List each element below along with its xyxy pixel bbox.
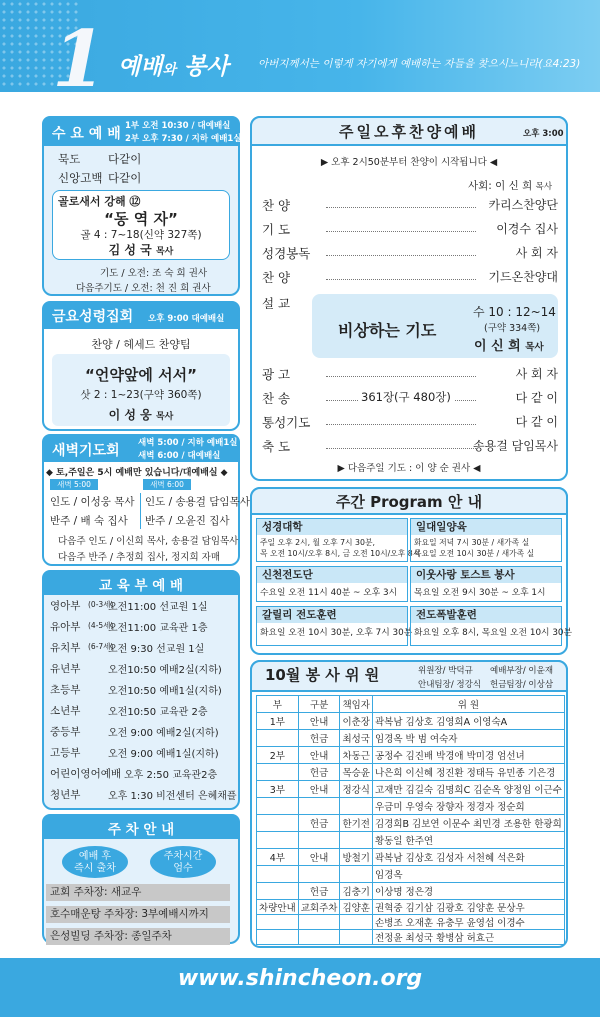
wed-preacher: 김 성 국 목사 <box>108 243 174 257</box>
edu-dept: 중등부 <box>50 726 81 738</box>
program-cell-head: 성경대학 <box>257 519 407 535</box>
wednesday-time1: 1부 오전 10:30 / 대예배실 <box>125 121 231 131</box>
table-cell <box>298 915 340 930</box>
table-row <box>257 713 565 730</box>
table-header-row <box>257 696 565 713</box>
table-cell <box>340 866 373 883</box>
edu-dept: 유아부 <box>50 621 81 633</box>
program-cell-line: 화요일 오전 10시 30분, 오후 7시 30분 <box>260 628 413 638</box>
order-label: 기 도 <box>262 222 291 237</box>
table-cell: 안내 <box>298 781 340 798</box>
table-cell <box>298 832 340 849</box>
table-cell: 곽복남 김상호 김성자 서천혜 석은화 <box>372 849 564 866</box>
friday-scripture: 삿 2 : 1~23(구약 360쪽) <box>80 389 202 401</box>
program-title: 주간 Program 안 내 <box>335 493 483 511</box>
table-cell <box>257 930 299 945</box>
table-cell: 정강식 <box>340 781 373 798</box>
edu-time: 오전10:50 예배1실(지하) <box>108 686 222 697</box>
volunteers-staff1: 위원장/ 박덕규 <box>418 666 473 676</box>
order-label: 찬 양 <box>262 198 291 213</box>
table-header: 구분 <box>298 696 340 713</box>
table-cell: 안내 <box>298 849 340 866</box>
dawn-next1: 다음주 인도 / 이신희 목사, 송용걸 담임목사 <box>58 536 239 547</box>
education-title: 교 육 부 예 배 <box>98 578 183 594</box>
order-value: 이경수 집사 <box>496 222 558 236</box>
dawn-time1: 새벽 5:00 / 지하 예배1실 <box>138 438 238 448</box>
program-cell-head: 일대일양육 <box>411 519 561 535</box>
table-cell: 차동근 <box>340 747 373 764</box>
sermon-preacher: 이 신 희 목사 <box>474 339 544 354</box>
table-cell: 방철기 <box>340 849 373 866</box>
edu-time: 오전11:00 교육관 1층 <box>108 623 208 634</box>
table-cell: 공정수 김진배 박경애 박미경 엄선녀 <box>372 747 564 764</box>
sunday-pm-notice: ▶ 오후 2시50분부터 찬양이 시작됩니다 ◀ <box>320 157 498 168</box>
sunday-pm-title: 주일오후찬양예배 <box>339 123 479 141</box>
volunteers-table-wrap <box>256 695 562 945</box>
program-cell-line: 화요일 오후 8시, 목요일 오전 10시 30분 <box>414 628 573 638</box>
edu-dept: 소년부 <box>50 705 81 717</box>
order-value: 송용걸 담임목사 <box>473 439 558 453</box>
table-header: 위 원 <box>372 696 564 713</box>
table-cell <box>340 832 373 849</box>
table-cell: 헌금 <box>298 815 340 832</box>
table-cell: 고재만 김길숙 김명희C 김순옥 양정임 이근수 <box>372 781 564 798</box>
order-value: 사 회 자 <box>515 367 558 381</box>
order-value: 카리스찬양단 <box>488 198 558 212</box>
edu-dept: 고등부 <box>50 747 81 759</box>
table-row <box>257 781 565 798</box>
table-cell: 곽복남 김상호 김영희A 이영숙A <box>372 713 564 730</box>
table-row <box>257 849 565 866</box>
dawn-r1b: 인도 / 송용걸 담임목사 <box>145 496 250 508</box>
order-label: 광 고 <box>262 367 291 382</box>
edu-time: 오전11:00 선교원 1실 <box>108 602 208 613</box>
sermon-label: 설 교 <box>262 296 291 311</box>
edu-dept: 유치부 <box>50 642 81 654</box>
table-cell: 나은희 이신혜 정진환 정태득 유민종 기은경 <box>372 764 564 781</box>
sunday-pm-time: 오후 3:00 <box>523 129 564 139</box>
wed-row-value: 다같이 <box>108 152 142 166</box>
order-dots <box>326 231 476 232</box>
table-cell <box>257 730 299 747</box>
table-cell: 김충기 <box>340 883 373 900</box>
table-cell: 우금미 우영숙 장향자 정경자 정순희 <box>372 798 564 815</box>
table-cell <box>257 764 299 781</box>
table-row <box>257 915 565 930</box>
volunteers-table <box>256 695 565 945</box>
edu-dept: 유년부 <box>50 663 81 675</box>
volunteers-staff4: 헌금팀장/ 이상삼 <box>490 680 554 690</box>
edu-dept: 어린이영어예배 <box>50 768 122 780</box>
program-cell-head: 갈릴리 전도훈련 <box>257 607 407 623</box>
program-cell-head: 신천전도단 <box>257 567 407 583</box>
wed-row-label: 신앙고백 <box>58 171 103 185</box>
table-cell: 헌금 <box>298 730 340 747</box>
sermon-scripture-2: (구약 334쪽) <box>484 323 541 334</box>
footer-url[interactable]: www.shincheon.org <box>177 966 423 991</box>
order-dots <box>326 207 476 208</box>
volunteers-staff3: 안내팀장/ 정강식 <box>418 680 482 690</box>
wed-row-value: 다같이 <box>108 171 142 185</box>
wed-next-prayer: 다음주기도 / 오전: 천 진 희 권사 <box>76 283 211 294</box>
table-cell: 차량안내 <box>257 900 299 915</box>
table-cell: 이상명 정은경 <box>372 883 564 900</box>
wed-row-label: 묵도 <box>58 152 81 166</box>
friday-time: 오후 9:00 대예배실 <box>148 314 225 324</box>
order-value: 다 같 이 <box>515 415 558 429</box>
header-verse: 아버지께서는 이렇게 자기에게 예배하는 자들을 찾으시느니라(요4:23) <box>258 58 581 70</box>
table-cell <box>257 883 299 900</box>
wed-sermon-title: “동 역 자” <box>104 210 178 228</box>
order-value: 다 같 이 <box>515 391 558 405</box>
edu-time: 오전 9:00 예배1실(지하) <box>108 749 219 760</box>
edu-time: 오후 2:50 교육관2층 <box>124 770 218 781</box>
program-cell-head: 이웃사랑 토스트 봉사 <box>411 567 561 583</box>
table-header: 부 <box>257 696 299 713</box>
dawn-r1a: 인도 / 이성웅 목사 <box>50 496 135 508</box>
table-cell: 김양훈 <box>340 900 373 915</box>
edu-age: (0-3세) <box>88 600 114 609</box>
table-cell <box>298 930 340 945</box>
parking-line: 은성빌딩 주차장: 종일주차 <box>46 928 230 945</box>
table-cell <box>340 798 373 815</box>
order-label: 축 도 <box>262 439 291 454</box>
wednesday-time2: 2부 오후 7:30 / 지하 예배1실 <box>125 134 242 144</box>
table-cell: 4부 <box>257 849 299 866</box>
table-cell <box>340 915 373 930</box>
program-cell-line: 수요일 오전 11시 40분 ~ 오후 3시 <box>260 588 398 598</box>
table-row <box>257 900 565 915</box>
table-cell: 2부 <box>257 747 299 764</box>
friday-title: 금요성령집회 <box>52 309 134 325</box>
table-cell: 김경희B 김보연 이문수 최민경 조용한 한광희 <box>372 815 564 832</box>
dawn-divider <box>140 493 141 529</box>
table-row <box>257 883 565 900</box>
parking-line: 교회 주차장: 새교우 <box>46 884 230 901</box>
dawn-tag-2: 새벽 6:00 <box>143 479 191 490</box>
section-number: 1 <box>52 14 103 105</box>
table-cell <box>257 832 299 849</box>
edu-time: 오전 9:00 예배2실(지하) <box>108 728 219 739</box>
order-label: 찬 양 <box>262 270 291 285</box>
table-row <box>257 747 565 764</box>
table-cell: 목승윤 <box>340 764 373 781</box>
order-value: 기드온찬양대 <box>488 270 558 284</box>
program-cell-head: 전도폭발훈련 <box>411 607 561 623</box>
dawn-title: 새벽기도회 <box>52 443 120 459</box>
friday-sermon-title: “언약앞에 서서” <box>85 366 197 384</box>
table-cell: 전정윤 최성국 황병삼 허효근 <box>372 930 564 945</box>
table-cell: 안내 <box>298 713 340 730</box>
wed-scripture: 골 4 : 7~18(신약 327쪽) <box>80 229 202 241</box>
edu-dept: 영아부 <box>50 600 81 612</box>
table-cell: 헌금 <box>298 764 340 781</box>
table-cell <box>257 866 299 883</box>
wednesday-title: 수 요 예 배 <box>52 126 121 142</box>
table-cell: 권혁중 김기삼 김광호 김양훈 문상우 <box>372 900 564 915</box>
edu-time: 오전10:50 예배2실(지하) <box>108 665 222 676</box>
order-dots <box>326 255 476 256</box>
table-cell: 최성국 <box>340 730 373 747</box>
sunday-pm-presider: 사회: 이 신 희 목사 <box>468 180 553 192</box>
parking-title: 주 차 안 내 <box>107 822 175 838</box>
table-cell <box>257 798 299 815</box>
table-row <box>257 764 565 781</box>
order-dots <box>326 376 476 377</box>
table-row <box>257 730 565 747</box>
program-cell-line: 목요일 오전 10시 30분 / 새가족 실 <box>414 549 535 558</box>
table-cell: 임경옥 <box>372 866 564 883</box>
table-cell: 한기전 <box>340 815 373 832</box>
table-cell: 교회주차 <box>298 900 340 915</box>
table-row <box>257 866 565 883</box>
wed-sermon-series: 골로새서 강해 ⑫ <box>58 195 141 208</box>
table-row <box>257 930 565 945</box>
program-cell-line: 목 오전 10시/오후 8시, 금 오전 10시/오후 8시 <box>260 549 421 558</box>
table-cell: 헌금 <box>298 883 340 900</box>
dawn-notice: ◆ 토,주일은 5시 예배만 있습니다/대예배실 ◆ <box>46 468 228 478</box>
edu-time: 오후 1:30 비전센터 은혜채플 <box>108 791 237 802</box>
table-cell: 3부 <box>257 781 299 798</box>
edu-age: (6-7세) <box>88 642 114 651</box>
order-label: 통성기도 <box>262 415 311 430</box>
sermon-title: 비상하는 기도 <box>338 321 437 340</box>
order-label: 성경봉독 <box>262 246 311 261</box>
table-header: 책임자 <box>340 696 373 713</box>
table-cell: 안내 <box>298 747 340 764</box>
order-dots <box>326 448 476 449</box>
volunteers-staff2: 예배부장/ 이윤재 <box>490 666 554 676</box>
edu-time: 오전 9:30 선교원 1실 <box>108 644 205 655</box>
program-cell-line: 주일 오후 2시, 월 오후 7시 30분, <box>260 538 375 547</box>
table-cell <box>257 915 299 930</box>
order-mid: 361장(구 480장) <box>358 389 454 405</box>
table-cell <box>340 930 373 945</box>
edu-time: 오전10:50 교육관 2층 <box>108 707 208 718</box>
parking-line: 호수매운탕 주차장: 3부예배시까지 <box>46 906 230 923</box>
table-cell: 1부 <box>257 713 299 730</box>
program-cell-line: 화요일 저녁 7시 30분 / 새가족 실 <box>414 538 530 547</box>
parking-oval-2: 주차시간 엄수 <box>150 846 216 878</box>
program-cell-line: 목요일 오전 9시 30분 ~ 오후 1시 <box>414 588 546 598</box>
friday-praise: 찬양 / 헤세드 찬양팀 <box>91 338 191 351</box>
table-cell: 이춘장 <box>340 713 373 730</box>
order-label: 찬 송 <box>262 391 291 406</box>
parking-oval-1: 예배 후 즉시 출차 <box>62 846 128 878</box>
table-row <box>257 832 565 849</box>
order-dots <box>326 279 476 280</box>
table-cell: 황동일 한주연 <box>372 832 564 849</box>
table-row <box>257 815 565 832</box>
wed-prayer: 기도 / 오전: 조 숙 희 권사 <box>100 268 208 279</box>
order-dots <box>326 424 476 425</box>
dawn-time2: 새벽 6:00 / 대예배실 <box>138 451 221 461</box>
table-cell: 손병조 오재훈 유충무 윤영섭 이경수 <box>372 915 564 930</box>
edu-dept: 초등부 <box>50 684 81 696</box>
table-cell <box>257 815 299 832</box>
volunteers-title: 10월 봉 사 위 원 <box>265 666 380 684</box>
page-title: 예배와 봉사 <box>118 54 229 80</box>
table-row <box>257 798 565 815</box>
table-cell: 임경옥 박 범 여숙자 <box>372 730 564 747</box>
friday-preacher: 이 성 웅 목사 <box>108 408 174 422</box>
dawn-tag-1: 새벽 5:00 <box>50 479 98 490</box>
sunday-pm-next-prayer: ▶ 다음주일 기도 : 이 양 순 권사 ◀ <box>337 463 481 474</box>
order-value: 사 회 자 <box>515 246 558 260</box>
dawn-r2a: 반주 / 배 숙 집사 <box>50 515 128 527</box>
table-cell <box>298 866 340 883</box>
edu-age: (4-5세) <box>88 621 114 630</box>
sermon-scripture: 수 10 : 12~14 <box>473 305 556 319</box>
dawn-next2: 다음주 반주 / 추정희 집사, 정지희 자매 <box>58 552 220 563</box>
dawn-r2b: 반주 / 오윤진 집사 <box>145 515 230 527</box>
table-cell <box>298 798 340 815</box>
edu-dept: 청년부 <box>50 789 81 801</box>
